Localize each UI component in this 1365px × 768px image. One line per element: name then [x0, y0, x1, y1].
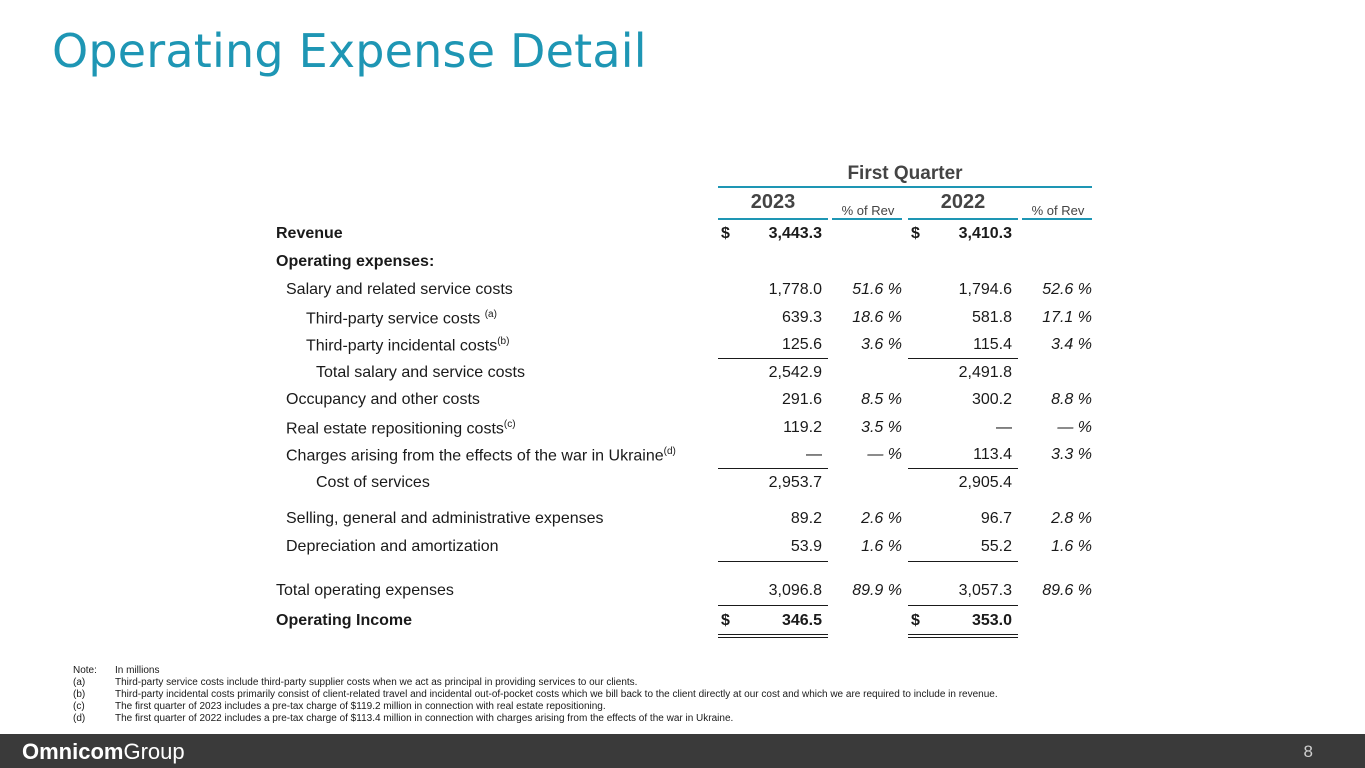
cost-of-services-rule-2023 [718, 468, 828, 469]
table-row-revenue [0, 225, 1365, 247]
period-header: First Quarter [847, 163, 963, 184]
company-logo: OmnicomGroup [22, 739, 185, 764]
value-2022: 300.2 [971, 391, 1012, 408]
value-2022: 2,905.4 [958, 474, 1012, 491]
row-label: Operating expenses: [276, 253, 435, 270]
value-2022: 96.7 [980, 510, 1012, 527]
row-label: Salary and related service costs [286, 281, 513, 298]
currency-2022: $ [911, 225, 920, 242]
pct-rev-2022: 8.8 % [1051, 391, 1092, 408]
value-2022: 353.0 [971, 612, 1012, 629]
income-double-rule-2023-a [718, 634, 828, 635]
pct-rev-2023: 3.5 % [861, 419, 902, 436]
value-2023: — [806, 446, 822, 463]
header-underline-2022 [908, 218, 1018, 220]
pct-rev-2022: 17.1 % [1042, 309, 1092, 326]
value-2023: 125.6 [781, 336, 822, 353]
table-row-operating-income [0, 612, 1365, 634]
total-rule-2022 [908, 561, 1018, 562]
subtotal-rule-2023 [718, 358, 828, 359]
pct-rev-2023: 3.6 % [861, 336, 902, 353]
value-2022: 3,057.3 [958, 582, 1012, 599]
income-double-rule-2022-a [908, 634, 1018, 635]
footnote-marker: (c) [503, 419, 516, 430]
footnote-text: The first quarter of 2022 includes a pre-tax charge of $113.4 million in connection with charges arising from the effects of the war in Ukraine. [115, 713, 734, 724]
currency-2023: $ [721, 612, 730, 629]
column-header-2023: 2023 [750, 191, 796, 213]
cost-of-services-rule-2022 [908, 468, 1018, 469]
currency-2022: $ [911, 612, 920, 629]
pct-rev-2022: 3.3 % [1051, 446, 1092, 463]
value-2023: 119.2 [783, 419, 822, 436]
value-2023: 346.5 [781, 612, 822, 629]
row-label: Depreciation and amortization [286, 538, 499, 555]
pct-rev-2023: 18.6 % [852, 309, 902, 326]
pct-rev-2022: 1.6 % [1051, 538, 1092, 555]
column-header-pct-rev-2023: % of Rev [841, 203, 895, 218]
footnote-mark: (b) [73, 689, 86, 700]
value-2022: — [996, 419, 1012, 436]
value-2023: 1,778.0 [768, 281, 822, 298]
value-2023: 89.2 [790, 510, 822, 527]
row-label: Revenue [276, 225, 343, 242]
subtotal-rule-2022 [908, 358, 1018, 359]
footnote-marker: (b) [497, 336, 510, 347]
value-2023: 2,542.9 [768, 364, 822, 381]
row-label: Real estate repositioning costs$^{(c)}$ [286, 419, 516, 438]
value-2023: 291.6 [781, 391, 822, 408]
pct-rev-2022: 89.6 % [1042, 582, 1092, 599]
pct-rev-2022: 52.6 % [1042, 281, 1092, 298]
footer-bar [0, 734, 1365, 768]
footnote-marker: (d) [663, 446, 676, 457]
table-row-sga-expenses [0, 510, 1365, 532]
period-header-rule [718, 186, 1092, 188]
footnote-mark: Note: [73, 665, 97, 676]
value-2022: 581.8 [971, 309, 1012, 326]
pct-rev-2023: 8.5 % [861, 391, 902, 408]
footnote-mark: (a) [73, 677, 86, 688]
pct-rev-2022: 3.4 % [1051, 336, 1092, 353]
value-2023: 3,443.3 [768, 225, 822, 242]
footnote-text: Third-party service costs include third-party supplier costs when we act as principal in providing services to our clients. [115, 677, 638, 688]
currency-2023: $ [721, 225, 730, 242]
footnote-text: Third-party incidental costs primarily consist of client-related travel and incidental out-of-pocket costs which we bill back to the client directly at our cost and which we are required to include in revenue. [115, 689, 998, 700]
row-label: Third-party service costs $^{(a)}$ [306, 309, 497, 328]
pct-rev-2023: 51.6 % [852, 281, 902, 298]
pct-rev-2023: 89.9 % [852, 582, 902, 599]
row-label: Operating Income [276, 612, 413, 629]
income-double-rule-2022-b [908, 637, 1018, 638]
pct-rev-2022: — % [1057, 419, 1092, 436]
pct-rev-2023: — % [867, 446, 902, 463]
value-2022: 55.2 [980, 538, 1012, 555]
table-row-total-salary-service [0, 364, 1365, 386]
table-row-ukraine-charges [0, 446, 1365, 468]
footnote-mark: (d) [73, 713, 86, 724]
header-underline-2023 [718, 218, 828, 220]
column-header-2022: 2022 [940, 191, 986, 213]
table-row-depreciation-amortization [0, 538, 1365, 560]
table-row-occupancy-other [0, 391, 1365, 413]
income-double-rule-2023-b [718, 637, 828, 638]
row-label: Total salary and service costs [316, 364, 525, 381]
table-row-cost-of-services [0, 474, 1365, 496]
income-top-rule-2023 [718, 605, 828, 606]
income-top-rule-2022 [908, 605, 1018, 606]
page-number: 8 [1303, 742, 1313, 761]
row-label: Occupancy and other costs [286, 391, 480, 408]
value-2022: 113.4 [973, 446, 1012, 463]
row-label: Cost of services [316, 474, 430, 491]
footnote-text: In millions [115, 665, 160, 676]
table-row-real-estate-repositioning [0, 419, 1365, 441]
row-label: Total operating expenses [276, 582, 454, 599]
column-header-pct-rev-2022: % of Rev [1031, 203, 1085, 218]
value-2023: 53.9 [790, 538, 822, 555]
pct-rev-2023: 1.6 % [861, 538, 902, 555]
table-row-third-party-incidental [0, 336, 1365, 358]
value-2023: 3,096.8 [768, 582, 822, 599]
value-2022: 115.4 [973, 336, 1012, 353]
row-label: Third-party incidental costs$^{(b)}$ [306, 336, 510, 355]
value-2023: 639.3 [781, 309, 822, 326]
value-2022: 2,491.8 [958, 364, 1012, 381]
pct-rev-2022: 2.8 % [1051, 510, 1092, 527]
table-row-third-party-service [0, 309, 1365, 331]
header-underline-pct-2022 [1022, 218, 1092, 220]
value-2022: 3,410.3 [958, 225, 1012, 242]
footnote-text: The first quarter of 2023 includes a pre-tax charge of $119.2 million in connection with real estate repositioning. [115, 701, 606, 712]
total-rule-2023 [718, 561, 828, 562]
header-underline-pct-2023 [832, 218, 902, 220]
table-row-salary-related [0, 281, 1365, 303]
table-row-operating-expenses [0, 253, 1365, 275]
footnote-mark: (c) [73, 701, 85, 712]
footnote-marker: (a) [484, 309, 497, 320]
pct-rev-2023: 2.6 % [861, 510, 902, 527]
page-title: Operating Expense Detail [52, 24, 647, 78]
value-2023: 2,953.7 [768, 474, 822, 491]
value-2022: 1,794.6 [958, 281, 1012, 298]
row-label: Charges arising from the effects of the war in Ukraine$^{(d)}$ [286, 446, 676, 465]
row-label: Selling, general and administrative expenses [286, 510, 604, 527]
table-row-total-operating-expenses [0, 582, 1365, 604]
